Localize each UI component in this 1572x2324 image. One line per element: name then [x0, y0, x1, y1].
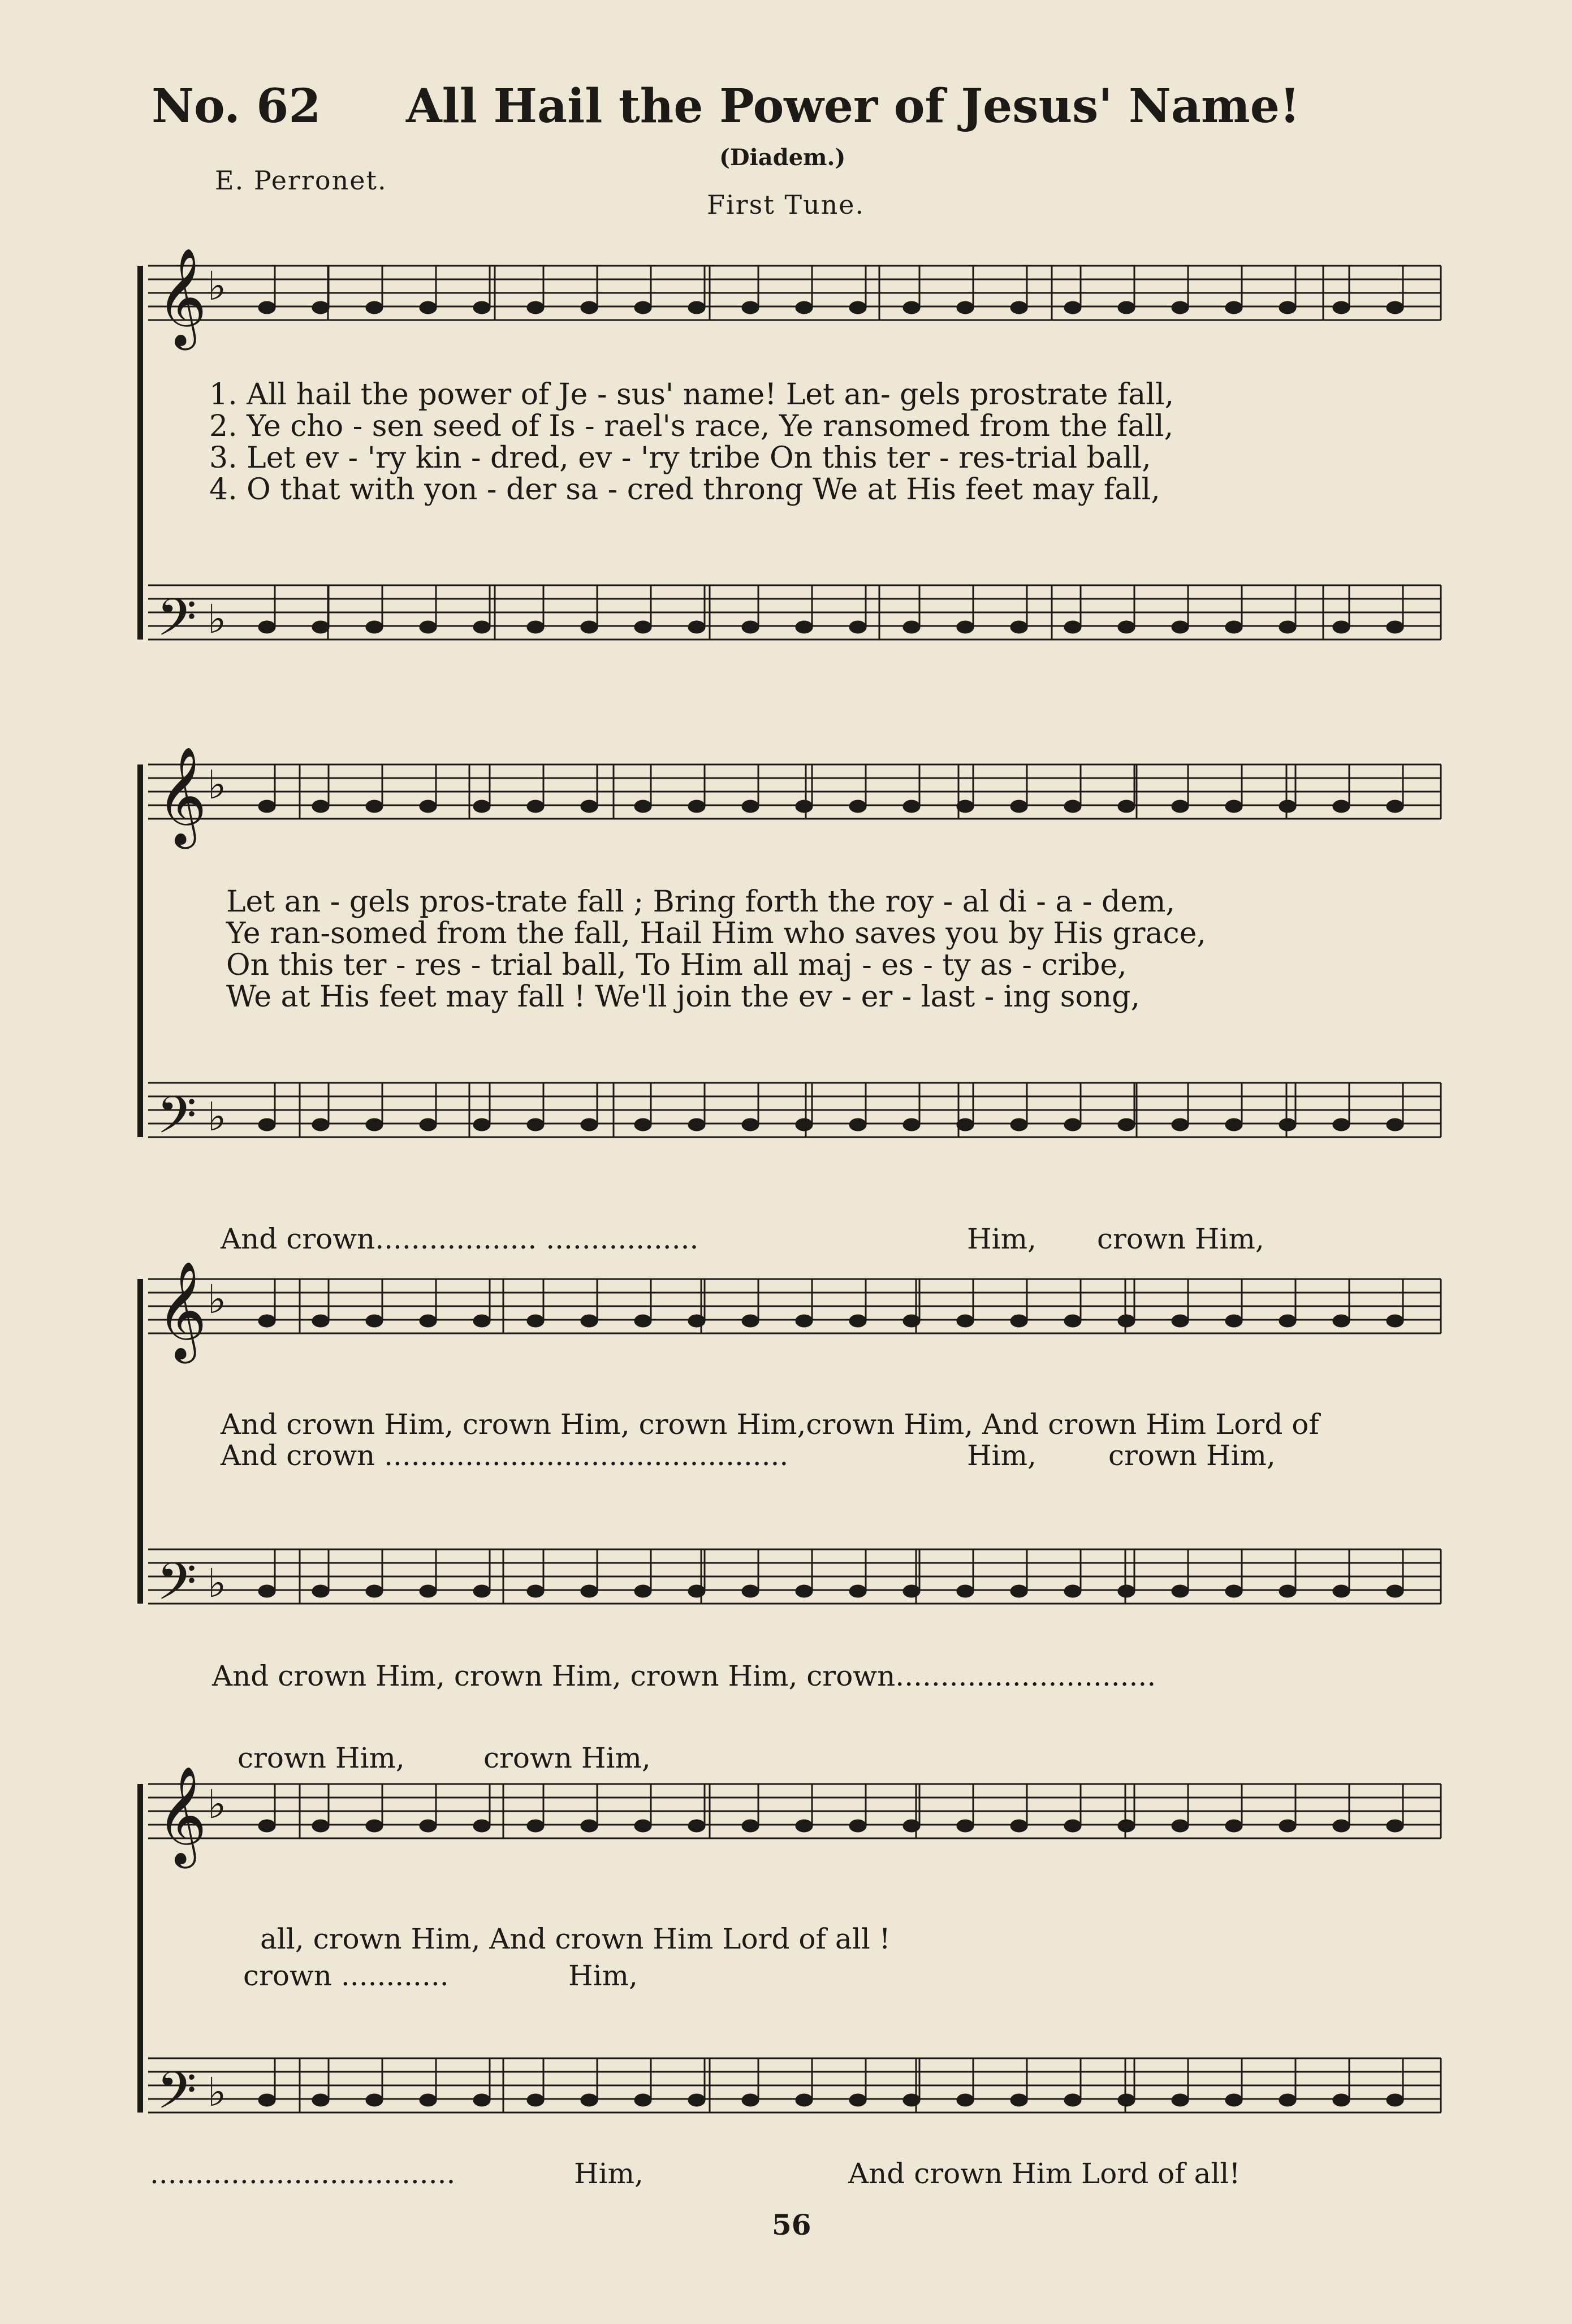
- notehead: [849, 800, 866, 813]
- notehead: [1010, 621, 1027, 633]
- notehead: [1225, 1820, 1242, 1832]
- refrain-tenor-crown: crown Him,: [1108, 1439, 1276, 1472]
- notehead: [903, 1118, 920, 1131]
- notehead: [957, 800, 974, 813]
- notehead: [1010, 1820, 1027, 1832]
- notehead: [1010, 1585, 1027, 1597]
- notehead: [688, 1820, 705, 1832]
- notehead: [366, 800, 383, 813]
- treble-clef: 𝄞: [157, 746, 207, 845]
- verse-2-line-2: Ye ran-somed from the fall, Hail Him who saves you by His grace,: [226, 917, 1206, 951]
- notehead: [312, 1585, 329, 1597]
- notehead: [1387, 301, 1403, 314]
- notehead: [1172, 1118, 1189, 1131]
- notehead: [420, 2094, 437, 2106]
- notehead: [1064, 800, 1081, 813]
- notehead: [1064, 1585, 1081, 1597]
- notehead: [1387, 1315, 1403, 1327]
- notehead: [796, 1118, 813, 1131]
- notehead: [1279, 800, 1296, 813]
- verse-1-line-1: 1. All hail the power of Je - sus' name! Let an- gels prostrate fall,: [209, 378, 1174, 412]
- notehead: [1118, 1820, 1135, 1832]
- notehead: [796, 1820, 813, 1832]
- notehead: [1172, 621, 1189, 633]
- notehead: [903, 1315, 920, 1327]
- bass-clef: 𝄢: [157, 2061, 197, 2133]
- tune-name: (Diadem.): [719, 144, 846, 171]
- notehead: [1172, 1820, 1189, 1832]
- notehead: [527, 621, 544, 633]
- notehead: [527, 1820, 544, 1832]
- notehead: [634, 1820, 651, 1832]
- flat-sign: ♭: [208, 596, 227, 642]
- notehead: [796, 800, 813, 813]
- verse-3-line-1: 3. Let ev - 'ry kin - dred, ev - 'ry tribe On this ter - res-trial ball,: [209, 441, 1151, 475]
- hymn-title: All Hail the Power of Jesus' Name!: [406, 79, 1300, 133]
- notehead: [849, 1315, 866, 1327]
- notehead: [581, 800, 598, 813]
- notehead: [420, 1820, 437, 1832]
- notehead: [1172, 1585, 1189, 1597]
- notehead: [957, 1118, 974, 1131]
- notehead: [796, 301, 813, 314]
- verse-4-line-1: 4. O that with yon - der sa - cred throng We at His feet may fall,: [209, 473, 1160, 507]
- notehead: [473, 1118, 490, 1131]
- final-tenor-text: crown ............: [243, 1959, 449, 1992]
- notehead: [634, 1118, 651, 1131]
- notehead: [1333, 1585, 1350, 1597]
- notehead: [581, 1118, 598, 1131]
- notehead: [1118, 800, 1135, 813]
- notehead: [796, 621, 813, 633]
- verse-4-line-2: We at His feet may fall ! We'll join the ev - er - last - ing song,: [226, 980, 1140, 1014]
- notehead: [634, 621, 651, 633]
- notehead: [634, 1315, 651, 1327]
- notehead: [849, 1585, 866, 1597]
- final-alto-crown-2: crown Him,: [483, 1742, 651, 1774]
- notehead: [581, 1820, 598, 1832]
- notehead: [903, 800, 920, 813]
- notehead: [957, 1820, 974, 1832]
- flat-sign: ♭: [208, 1560, 227, 1606]
- notehead: [688, 301, 705, 314]
- notehead: [957, 1585, 974, 1597]
- notehead: [742, 301, 759, 314]
- notehead: [1118, 301, 1135, 314]
- notehead: [849, 621, 866, 633]
- notehead: [581, 301, 598, 314]
- notehead: [473, 1315, 490, 1327]
- notehead: [1225, 301, 1242, 314]
- notehead: [849, 301, 866, 314]
- notehead: [312, 1315, 329, 1327]
- notehead: [1118, 621, 1135, 633]
- notehead: [527, 301, 544, 314]
- flat-sign: ♭: [208, 1276, 227, 1323]
- notehead: [473, 621, 490, 633]
- verse-3-line-2: On this ter - res - trial ball, To Him all maj - es - ty as - cribe,: [226, 948, 1127, 982]
- notehead: [742, 1820, 759, 1832]
- refrain-tenor-text: And crown .............................................: [221, 1439, 789, 1472]
- notehead: [420, 800, 437, 813]
- notehead: [420, 1118, 437, 1131]
- notehead: [312, 1118, 329, 1131]
- notehead: [1333, 2094, 1350, 2106]
- notehead: [258, 621, 275, 633]
- notehead: [1010, 1315, 1027, 1327]
- hymn-number: No. 62: [152, 79, 321, 133]
- notehead: [688, 800, 705, 813]
- notehead: [366, 1315, 383, 1327]
- notehead: [1279, 1820, 1296, 1832]
- notehead: [1333, 301, 1350, 314]
- refrain-alto-crown: crown Him,: [1097, 1223, 1264, 1255]
- notehead: [1387, 621, 1403, 633]
- notehead: [957, 621, 974, 633]
- notehead: [258, 2094, 275, 2106]
- refrain-soprano-text: And crown Him, crown Him, crown Him,crown Him, And crown Him Lord of: [221, 1408, 1319, 1441]
- notehead: [634, 1585, 651, 1597]
- notehead: [420, 1585, 437, 1597]
- final-tenor-him: Him,: [568, 1959, 638, 1992]
- notehead: [581, 1585, 598, 1597]
- notehead: [366, 2094, 383, 2106]
- notehead: [1225, 621, 1242, 633]
- notehead: [903, 2094, 920, 2106]
- notehead: [258, 1315, 275, 1327]
- notehead: [742, 2094, 759, 2106]
- notehead: [1064, 1315, 1081, 1327]
- flat-sign: ♭: [208, 263, 227, 309]
- notehead: [1064, 1820, 1081, 1832]
- notehead: [527, 800, 544, 813]
- bass-clef: 𝄢: [157, 1552, 197, 1624]
- notehead: [849, 1820, 866, 1832]
- notehead: [688, 621, 705, 633]
- refrain-tenor-him: Him,: [967, 1439, 1037, 1472]
- notehead: [258, 1585, 275, 1597]
- notehead: [1118, 2094, 1135, 2106]
- notehead: [1333, 800, 1350, 813]
- notehead: [1064, 621, 1081, 633]
- notehead: [1225, 1315, 1242, 1327]
- notehead: [903, 1820, 920, 1832]
- notehead: [312, 301, 329, 314]
- refrain-bass-text: And crown Him, crown Him, crown Him, crown.............................: [212, 1660, 1156, 1692]
- notehead: [1172, 1315, 1189, 1327]
- notehead: [1279, 621, 1296, 633]
- notehead: [1010, 800, 1027, 813]
- notehead: [688, 1118, 705, 1131]
- notehead: [366, 301, 383, 314]
- notehead: [742, 1585, 759, 1597]
- notehead: [1225, 1585, 1242, 1597]
- treble-clef: 𝄞: [157, 248, 207, 346]
- verse-2-line-1: 2. Ye cho - sen seed of Is - rael's race, Ye ransomed from the fall,: [209, 409, 1174, 443]
- page-number: 56: [772, 2208, 811, 2241]
- notehead: [742, 621, 759, 633]
- notehead: [1118, 1315, 1135, 1327]
- notehead: [258, 1820, 275, 1832]
- final-soprano-text: all, crown Him, And crown Him Lord of all !: [260, 1923, 891, 1955]
- notehead: [634, 2094, 651, 2106]
- notehead: [420, 301, 437, 314]
- notehead: [258, 301, 275, 314]
- treble-clef: 𝄞: [157, 1766, 207, 1864]
- final-alto-crown-1: crown Him,: [237, 1742, 405, 1774]
- notehead: [849, 2094, 866, 2106]
- notehead: [688, 2094, 705, 2106]
- notehead: [1279, 1118, 1296, 1131]
- notehead: [1333, 621, 1350, 633]
- final-bass-him: Him,: [574, 2157, 644, 2190]
- notehead: [312, 621, 329, 633]
- notehead: [1172, 2094, 1189, 2106]
- notehead: [581, 2094, 598, 2106]
- notehead: [903, 1585, 920, 1597]
- notehead: [1172, 301, 1189, 314]
- notehead: [796, 2094, 813, 2106]
- notehead: [420, 1315, 437, 1327]
- notehead: [957, 301, 974, 314]
- notehead: [473, 1820, 490, 1832]
- notehead: [1387, 1585, 1403, 1597]
- notehead: [957, 1315, 974, 1327]
- notehead: [312, 2094, 329, 2106]
- notehead: [527, 1315, 544, 1327]
- treble-clef: 𝄞: [157, 1261, 207, 1359]
- bass-clef: 𝄢: [157, 1085, 197, 1157]
- notehead: [742, 1118, 759, 1131]
- notehead: [366, 1118, 383, 1131]
- notehead: [849, 1118, 866, 1131]
- notehead: [1010, 2094, 1027, 2106]
- flat-sign: ♭: [208, 1094, 227, 1140]
- notehead: [1333, 1315, 1350, 1327]
- notehead: [1333, 1118, 1350, 1131]
- notehead: [1010, 1118, 1027, 1131]
- notehead: [258, 1118, 275, 1131]
- notehead: [957, 2094, 974, 2106]
- notehead: [366, 1820, 383, 1832]
- flat-sign: ♭: [208, 1781, 227, 1828]
- notehead: [1118, 1118, 1135, 1131]
- author: E. Perronet.: [215, 165, 387, 196]
- notehead: [634, 800, 651, 813]
- notehead: [796, 1585, 813, 1597]
- notehead: [527, 1118, 544, 1131]
- notehead: [1172, 800, 1189, 813]
- notehead: [1333, 1820, 1350, 1832]
- notehead: [634, 301, 651, 314]
- notehead: [1387, 800, 1403, 813]
- flat-sign: ♭: [208, 2069, 227, 2115]
- notehead: [796, 1315, 813, 1327]
- notehead: [1279, 1585, 1296, 1597]
- notehead: [688, 1315, 705, 1327]
- notehead: [366, 1585, 383, 1597]
- notehead: [1225, 800, 1242, 813]
- notehead: [1279, 301, 1296, 314]
- notehead: [1387, 2094, 1403, 2106]
- final-bass-dots: ..................................: [150, 2157, 456, 2190]
- notehead: [366, 621, 383, 633]
- notehead: [312, 1820, 329, 1832]
- notehead: [581, 1315, 598, 1327]
- notehead: [1225, 1118, 1242, 1131]
- notehead: [903, 301, 920, 314]
- notehead: [1010, 301, 1027, 314]
- notehead: [1064, 1118, 1081, 1131]
- notehead: [1279, 2094, 1296, 2106]
- final-bass-text: And crown Him Lord of all!: [848, 2157, 1241, 2190]
- notehead: [473, 800, 490, 813]
- refrain-alto-text: And crown.................. .................: [221, 1223, 699, 1255]
- notehead: [473, 1585, 490, 1597]
- notehead: [1225, 2094, 1242, 2106]
- notehead: [473, 2094, 490, 2106]
- notehead: [1387, 1820, 1403, 1832]
- notehead: [527, 2094, 544, 2106]
- tune-label: First Tune.: [707, 189, 865, 220]
- flat-sign: ♭: [208, 762, 227, 808]
- notehead: [1387, 1118, 1403, 1131]
- verse-1-line-2: Let an - gels pros-trate fall ; Bring forth the roy - al di - a - dem,: [226, 885, 1175, 919]
- notehead: [1064, 2094, 1081, 2106]
- notehead: [1118, 1585, 1135, 1597]
- notehead: [688, 1585, 705, 1597]
- notehead: [420, 621, 437, 633]
- refrain-alto-him: Him,: [967, 1223, 1037, 1255]
- notehead: [1279, 1315, 1296, 1327]
- notehead: [581, 621, 598, 633]
- notehead: [903, 621, 920, 633]
- notehead: [742, 1315, 759, 1327]
- notehead: [527, 1585, 544, 1597]
- bass-clef: 𝄢: [157, 588, 197, 660]
- notehead: [742, 800, 759, 813]
- notehead: [312, 800, 329, 813]
- notehead: [473, 301, 490, 314]
- notehead: [1064, 301, 1081, 314]
- notehead: [258, 800, 275, 813]
